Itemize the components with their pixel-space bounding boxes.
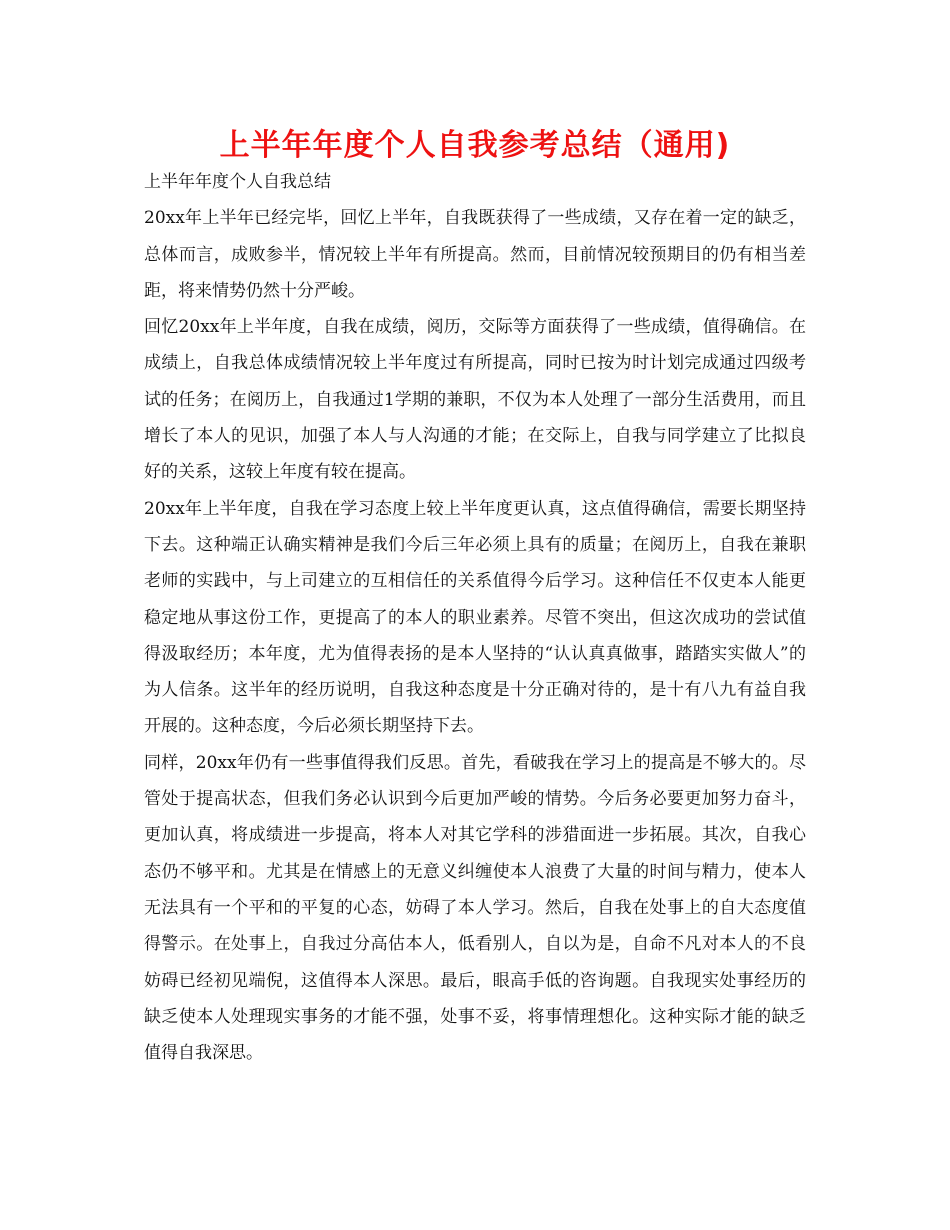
paragraph-achievements: 回忆20xx年上半年度，自我在成绩，阅历，交际等方面获得了一些成绩，值得确信。在成绩上，自我总体成绩情况较上半年度过有所提高，同时已按为时计划完成通过四级考试的任务；在阅历上，自我通过1学期的兼职，不仅为本人处理了一部分生活费用，而且增长了本人的见识，加强了本人与人沟通的才能；在交际上，自我与同学建立了比拟良好的关系，这较上年度有较在提高。	[144, 317, 806, 483]
document-title: 上半年年度个人自我参考总结（通用)	[219, 128, 731, 163]
paragraph-subtitle: 上半年年度个人自我总结	[144, 172, 331, 192]
paragraph-intro: 20xx年上半年已经完毕，回忆上半年，自我既获得了一些成绩，又存在着一定的缺乏，总体而言，成败参半，情况较上半年有所提高。然而，目前情况较预期目的仍有相当差距，将来情势仍然十分严峻。	[144, 208, 806, 301]
paragraph-reflection: 同样，20xx年仍有一些事值得我们反思。首先，看破我在学习上的提高是不够大的。尽管处于提高状态，但我们务必认识到今后更加严峻的情势。今后务必要更加努力奋斗，更加认真，将成绩进一步提高，将本人对其它学科的涉猎面进一步拓展。其次，自我心态仍不够平和。尤其是在情感上的无意义纠缠使本人浪费了大量的时间与精力，使本人无法具有一个平和的平复的心态，妨碍了本人学习。然后，自我在处事上的自大态度值得警示。在处事上，自我过分高估本人，低看别人，自以为是，自命不凡对本人的不良妨碍已经初见端倪，这值得本人深思。最后，眼高手低的咨询题。自我现实处事经历的缺乏使本人处理现实事务的才能不强，处事不妥，将事情理想化。这种实际才能的缺乏值得自我深思。	[144, 752, 806, 1064]
paragraph-attitude: 20xx年上半年度，自我在学习态度上较上半年度更认真，这点值得确信，需要长期坚持下去。这种端正认确实精神是我们今后三年必须上具有的质量；在阅历上，自我在兼职老师的实践中，与上司建立的互相信任的关系值得今后学习。这种信任不仅吏本人能更稳定地从事这份工作，更提高了的本人的职业素养。尽管不突出，但这次成功的尝试值得汲取经历；本年度，尤为值得表扬的是本人坚持的“认认真真做事，踏踏实实做人”的为人信条。这半年的经历说明，自我这种态度是十分正确对待的，是十有八九有益自我开展的。这种态度，今后必须长期坚持下去。	[144, 498, 806, 737]
document-body	[144, 164, 806, 1071]
